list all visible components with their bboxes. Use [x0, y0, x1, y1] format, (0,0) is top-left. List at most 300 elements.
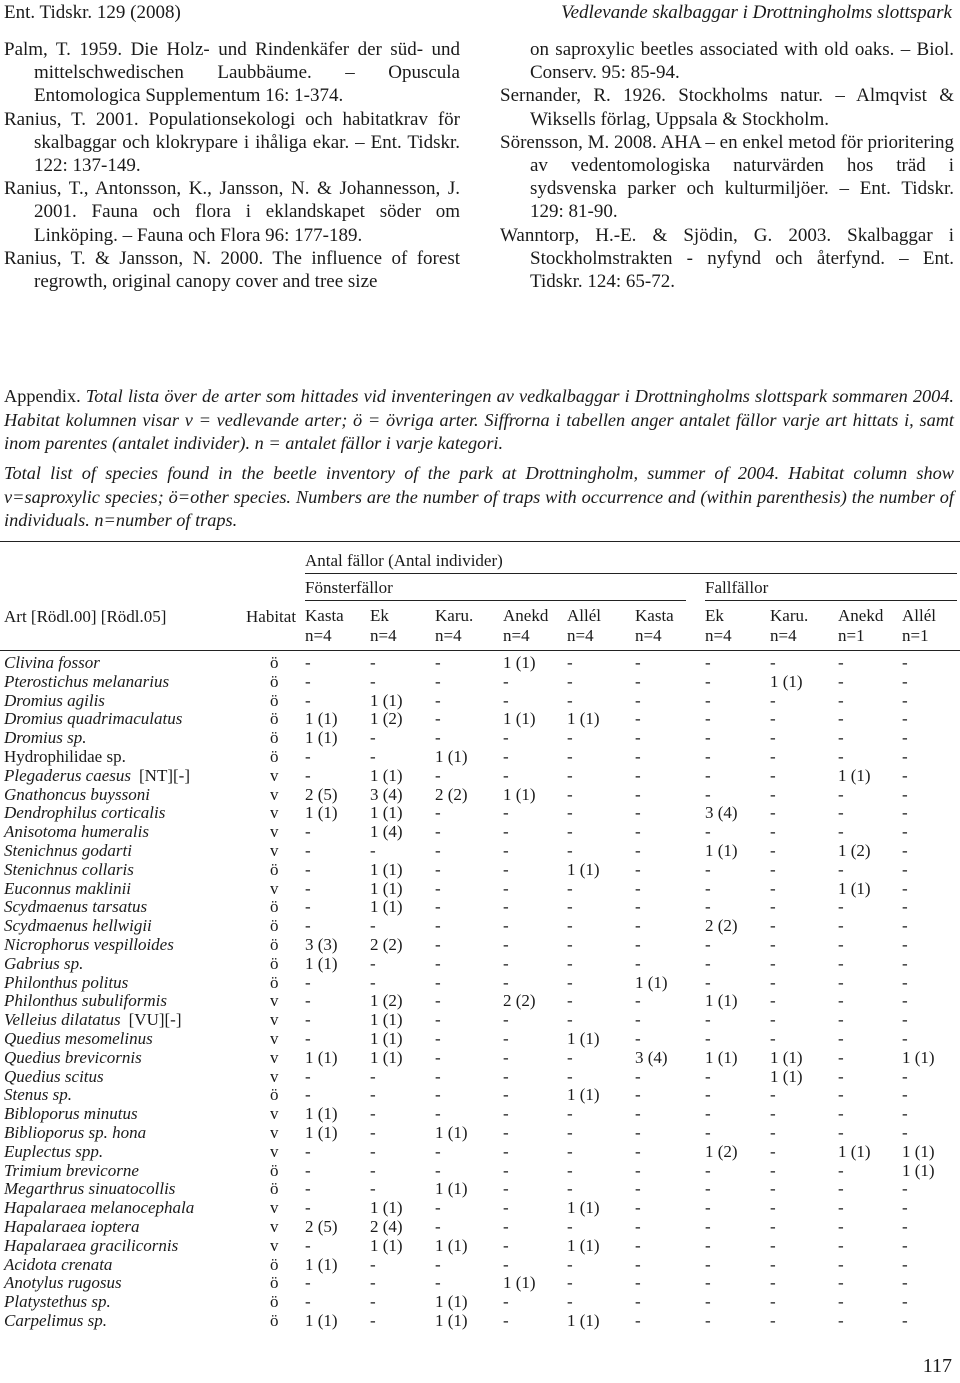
table-cell: -	[705, 785, 711, 804]
habitat-cell: v	[270, 803, 279, 822]
species-name: Bibloporus minutus	[4, 1104, 138, 1123]
table-cell: -	[503, 1236, 509, 1255]
table-cell: -	[838, 1273, 844, 1292]
habitat-cell: v	[270, 766, 279, 785]
table-cell: -	[635, 672, 641, 691]
table-cell: -	[705, 879, 711, 898]
redlist-status: [VU][-]	[128, 1010, 182, 1029]
table-cell: -	[435, 766, 441, 785]
table-cell: -	[838, 1198, 844, 1217]
table-cell: -	[705, 1311, 711, 1330]
table-cell: -	[435, 1085, 441, 1104]
column-header-name: Kasta	[635, 606, 674, 625]
table-cell: -	[567, 1292, 573, 1311]
table-cell: -	[770, 709, 776, 728]
table-cell: 1 (1)	[902, 1048, 935, 1067]
table-cell: -	[902, 1067, 908, 1086]
column-header-n: n=4	[567, 626, 594, 645]
habitat-cell: v	[270, 1048, 279, 1067]
table-cell: -	[305, 916, 311, 935]
table-cell: -	[370, 954, 376, 973]
habitat-cell: ö	[270, 691, 279, 710]
table-cell: -	[838, 747, 844, 766]
reference-entry: Sörensson, M. 2008. AHA – en enkel metod för prioritering av vedentomologiska naturvärden hos träd i sydsvenska parker och kulturmiljöer. – Ent. Tidskr. 129: 81-90.	[500, 131, 954, 223]
table-cell: -	[305, 1198, 311, 1217]
table-cell: -	[370, 1273, 376, 1292]
running-header-left: Ent. Tidskr. 129 (2008)	[4, 2, 181, 23]
table-cell: -	[705, 709, 711, 728]
table-cell: 1 (1)	[435, 1123, 468, 1142]
table-cell: -	[770, 653, 776, 672]
species-name: Philonthus subuliformis	[4, 991, 167, 1010]
species-name: Dromius sp.	[4, 728, 87, 747]
reference-entry: Ranius, T. 2001. Populationsekologi och habitatkrav för skalbaggar och klokrypare i ihåliga ekar. – Ent. Tidskr. 122: 137-149.	[4, 108, 460, 177]
table-cell: -	[503, 803, 509, 822]
table-cell: -	[635, 1179, 641, 1198]
table-cell: 1 (1)	[370, 803, 403, 822]
table-cell: -	[838, 1311, 844, 1330]
habitat-cell: v	[270, 1029, 279, 1048]
table-cell: -	[902, 897, 908, 916]
table-cell: -	[305, 1161, 311, 1180]
page-number: 117	[922, 1355, 952, 1377]
table-cell: -	[567, 1010, 573, 1029]
table-cell: -	[435, 916, 441, 935]
table-cell: -	[705, 1085, 711, 1104]
table-cell: 1 (1)	[705, 1048, 738, 1067]
species-name-cell	[4, 1255, 112, 1274]
table-cell: 1 (1)	[370, 1010, 403, 1029]
column-header-name: Ek	[370, 606, 389, 625]
table-cell: -	[635, 1311, 641, 1330]
table-cell: 1 (1)	[305, 1255, 338, 1274]
table-cell: -	[838, 1292, 844, 1311]
table-cell: -	[838, 822, 844, 841]
table-cell: 1 (2)	[370, 709, 403, 728]
table-cell: -	[567, 897, 573, 916]
species-name: Pterostichus melanarius	[4, 672, 170, 691]
table-cell: -	[770, 1010, 776, 1029]
table-cell: -	[503, 860, 509, 879]
habitat-cell: v	[270, 991, 279, 1010]
table-cell: -	[705, 1198, 711, 1217]
species-name-cell	[4, 1198, 194, 1217]
table-cell: -	[370, 653, 376, 672]
table-cell: -	[435, 991, 441, 1010]
table-cell: -	[705, 1067, 711, 1086]
table-cell: -	[902, 1273, 908, 1292]
species-name: Gnathoncus buyssoni	[4, 785, 150, 804]
table-cell: -	[838, 1161, 844, 1180]
species-name: Scydmaenus hellwigii	[4, 916, 152, 935]
table-cell: -	[503, 1255, 509, 1274]
species-name: Philonthus politus	[4, 973, 129, 992]
species-name: Acidota crenata	[4, 1255, 113, 1274]
group-header-rule	[305, 573, 957, 574]
table-cell: -	[435, 1142, 441, 1161]
table-cell: -	[567, 728, 573, 747]
table-cell: -	[370, 973, 376, 992]
habitat-cell: v	[270, 1198, 279, 1217]
table-cell: 1 (1)	[770, 1048, 803, 1067]
species-name: Nicrophorus vespilloides	[4, 935, 174, 954]
column-header-n: n=1	[838, 626, 865, 645]
table-cell: -	[902, 1292, 908, 1311]
species-name-cell	[4, 841, 132, 860]
table-cell: -	[435, 879, 441, 898]
table-cell: -	[902, 822, 908, 841]
table-cell: -	[635, 1217, 641, 1236]
table-cell: -	[305, 1067, 311, 1086]
table-cell: -	[305, 766, 311, 785]
table-cell: -	[902, 1198, 908, 1217]
table-cell: -	[503, 954, 509, 973]
table-cell: -	[567, 991, 573, 1010]
table-cell: -	[567, 954, 573, 973]
table-cell: 2 (4)	[370, 1217, 403, 1236]
table-cell: -	[435, 672, 441, 691]
species-name-cell	[4, 1067, 104, 1086]
table-cell: -	[838, 803, 844, 822]
species-name-cell	[4, 1142, 103, 1161]
table-cell: -	[838, 691, 844, 710]
table-cell: -	[503, 1311, 509, 1330]
table-cell: -	[838, 954, 844, 973]
habitat-cell: ö	[270, 747, 279, 766]
table-cell: -	[635, 1161, 641, 1180]
table-cell: -	[305, 1142, 311, 1161]
table-cell: -	[567, 1123, 573, 1142]
table-cell: -	[635, 822, 641, 841]
habitat-cell: ö	[270, 1292, 279, 1311]
table-cell: -	[770, 897, 776, 916]
table-cell: -	[838, 991, 844, 1010]
table-cell: -	[567, 766, 573, 785]
table-cell: -	[305, 897, 311, 916]
species-name-cell	[4, 1161, 139, 1180]
table-cell: 2 (5)	[305, 785, 338, 804]
reference-entry: Ranius, T. & Jansson, N. 2000. The influence of forest regrowth, original canopy cover and tree size	[4, 247, 460, 293]
table-cell: -	[635, 1010, 641, 1029]
table-cell: 1 (1)	[567, 860, 600, 879]
table-cell: -	[838, 860, 844, 879]
species-name-cell	[4, 785, 150, 804]
column-header-name: Kasta	[305, 606, 344, 625]
table-cell: -	[503, 728, 509, 747]
table-cell: -	[435, 1048, 441, 1067]
table-cell: -	[838, 1067, 844, 1086]
species-column-header: Art [Rödl.00] [Rödl.05]	[4, 607, 167, 626]
table-cell: 1 (1)	[635, 973, 668, 992]
table-cell: -	[705, 1104, 711, 1123]
table-cell: -	[838, 1255, 844, 1274]
table-cell: 1 (1)	[370, 1198, 403, 1217]
species-name: Hapalaraea ioptera	[4, 1217, 140, 1236]
table-cell: -	[635, 728, 641, 747]
table-cell: -	[635, 653, 641, 672]
table-cell: -	[902, 916, 908, 935]
redlist-status: [NT][-]	[139, 766, 190, 785]
table-cell: -	[435, 860, 441, 879]
table-cell: 1 (1)	[370, 860, 403, 879]
table-cell: -	[705, 973, 711, 992]
table-cell: -	[770, 747, 776, 766]
table-cell: -	[305, 1010, 311, 1029]
table-cell: 1 (1)	[305, 954, 338, 973]
table-cell: -	[435, 1198, 441, 1217]
table-cell: -	[567, 841, 573, 860]
species-name-cell	[4, 860, 134, 879]
table-cell: -	[635, 1085, 641, 1104]
species-name: Hapalaraea melanocephala	[4, 1198, 195, 1217]
species-name-cell	[4, 803, 165, 822]
table-cell: -	[567, 1142, 573, 1161]
table-cell: -	[567, 1104, 573, 1123]
table-cell: 2 (5)	[305, 1217, 338, 1236]
subgroup-rule-window	[305, 600, 686, 601]
species-name-cell	[4, 1085, 72, 1104]
column-header-n: n=4	[705, 626, 732, 645]
table-cell: -	[503, 935, 509, 954]
table-cell: -	[770, 860, 776, 879]
table-cell: -	[567, 785, 573, 804]
table-cell: -	[567, 747, 573, 766]
table-cell: -	[705, 766, 711, 785]
species-name-cell	[4, 897, 147, 916]
table-cell: -	[635, 860, 641, 879]
table-cell: 1 (1)	[838, 1142, 871, 1161]
species-name: Scydmaenus tarsatus	[4, 897, 148, 916]
species-name: Platystethus sp.	[4, 1292, 111, 1311]
table-cell: -	[503, 879, 509, 898]
table-cell: -	[902, 1311, 908, 1330]
table-cell: -	[435, 841, 441, 860]
table-cell: -	[435, 653, 441, 672]
table-cell: -	[705, 860, 711, 879]
table-cell: -	[567, 803, 573, 822]
species-name: Stenichnus collaris	[4, 860, 134, 879]
table-cell: -	[567, 1179, 573, 1198]
table-cell: 1 (1)	[902, 1142, 935, 1161]
table-cell: -	[567, 822, 573, 841]
table-cell: 1 (1)	[567, 1029, 600, 1048]
table-cell: -	[635, 803, 641, 822]
table-cell: -	[503, 672, 509, 691]
table-cell: -	[503, 1123, 509, 1142]
table-cell: -	[902, 709, 908, 728]
table-cell: -	[902, 1123, 908, 1142]
table-cell: -	[503, 1104, 509, 1123]
subgroup-rule-pitfall	[705, 600, 957, 601]
table-cell: -	[435, 897, 441, 916]
table-cell: -	[902, 991, 908, 1010]
table-cell: 1 (1)	[838, 766, 871, 785]
table-cell: -	[370, 747, 376, 766]
species-name-cell	[4, 1123, 146, 1142]
table-cell: -	[503, 1085, 509, 1104]
table-cell: -	[567, 1255, 573, 1274]
habitat-cell: ö	[270, 954, 279, 973]
species-name-cell	[4, 879, 131, 898]
table-cell: -	[503, 1179, 509, 1198]
species-name: Gabrius sp.	[4, 954, 84, 973]
table-cell: -	[770, 935, 776, 954]
table-cell: -	[838, 1085, 844, 1104]
column-header-name: Karu.	[770, 606, 809, 625]
table-cell: 1 (1)	[305, 1311, 338, 1330]
table-cell: -	[305, 1236, 311, 1255]
table-cell: -	[435, 691, 441, 710]
table-cell: 1 (1)	[370, 1029, 403, 1048]
table-cell: -	[902, 860, 908, 879]
table-cell: 1 (1)	[370, 1236, 403, 1255]
table-cell: -	[902, 1085, 908, 1104]
habitat-cell: ö	[270, 1255, 279, 1274]
table-cell: -	[503, 1198, 509, 1217]
table-cell: -	[705, 691, 711, 710]
table-cell: -	[770, 1198, 776, 1217]
table-cell: 3 (4)	[635, 1048, 668, 1067]
table-cell: 1 (1)	[305, 709, 338, 728]
table-cell: -	[370, 1311, 376, 1330]
table-top-rule	[0, 541, 960, 542]
table-cell: 1 (1)	[902, 1161, 935, 1180]
table-cell: -	[902, 1179, 908, 1198]
table-cell: -	[902, 841, 908, 860]
table-cell: -	[902, 1104, 908, 1123]
table-cell: -	[305, 1029, 311, 1048]
table-cell: -	[305, 991, 311, 1010]
table-cell: -	[770, 1236, 776, 1255]
habitat-cell: v	[270, 822, 279, 841]
table-cell: 1 (1)	[567, 1198, 600, 1217]
table-cell: -	[838, 916, 844, 935]
species-name-cell	[4, 1010, 182, 1029]
table-cell: -	[770, 973, 776, 992]
table-cell: -	[370, 1292, 376, 1311]
species-name: Carpelimus sp.	[4, 1311, 107, 1330]
table-cell: -	[902, 935, 908, 954]
table-cell: -	[770, 1273, 776, 1292]
table-cell: -	[503, 766, 509, 785]
table-cell: -	[567, 1217, 573, 1236]
table-cell: -	[770, 916, 776, 935]
table-cell: -	[635, 879, 641, 898]
table-cell: -	[370, 1104, 376, 1123]
table-cell: -	[635, 991, 641, 1010]
table-cell: -	[902, 1217, 908, 1236]
reference-entry: Ranius, T., Antonsson, K., Jansson, N. & Johannesson, J. 2001. Fauna och flora i eklandskapet söder om Linköping. – Fauna och Flora 96: 177-189.	[4, 178, 460, 246]
table-cell: -	[567, 1273, 573, 1292]
reference-entry: Palm, T. 1959. Die Holz- und Rindenkäfer der süd- und mittelschwedischen Laubbäume. – Opuscula Entomologica Supplementum 16: 1-374.	[4, 39, 460, 107]
habitat-cell: ö	[270, 1179, 279, 1198]
table-cell: -	[770, 691, 776, 710]
table-cell: -	[705, 747, 711, 766]
column-header-name: Allél	[902, 606, 936, 625]
table-cell: -	[838, 672, 844, 691]
table-cell: -	[635, 1029, 641, 1048]
habitat-cell: v	[270, 1236, 279, 1255]
references-left-column	[4, 38, 460, 293]
table-cell: -	[370, 728, 376, 747]
column-header-name: Anekd	[838, 606, 884, 625]
habitat-cell: v	[270, 879, 279, 898]
species-name-cell	[4, 672, 169, 691]
table-cell: -	[770, 1142, 776, 1161]
species-name: Quedius brevicornis	[4, 1048, 142, 1067]
table-cell: -	[635, 916, 641, 935]
habitat-cell: v	[270, 1217, 279, 1236]
table-cell: -	[770, 1085, 776, 1104]
table-cell: -	[770, 728, 776, 747]
table-cell: -	[770, 1161, 776, 1180]
table-cell: 1 (1)	[705, 841, 738, 860]
table-cell: 1 (1)	[305, 1048, 338, 1067]
table-cell: 1 (1)	[567, 1085, 600, 1104]
table-cell: -	[567, 1161, 573, 1180]
habitat-cell: ö	[270, 1085, 279, 1104]
table-cell: -	[503, 1142, 509, 1161]
table-cell: -	[635, 1236, 641, 1255]
habitat-cell: v	[270, 1067, 279, 1086]
table-cell: -	[635, 897, 641, 916]
table-cell: -	[838, 728, 844, 747]
table-cell: -	[770, 822, 776, 841]
species-name: Anisotoma humeralis	[4, 822, 149, 841]
table-cell: 1 (1)	[435, 747, 468, 766]
table-cell: -	[305, 747, 311, 766]
table-cell: -	[370, 1142, 376, 1161]
species-name-cell	[4, 916, 152, 935]
species-name: Trimium brevicorne	[4, 1161, 139, 1180]
table-cell: -	[435, 709, 441, 728]
species-name: Biblioporus sp. hona	[4, 1123, 147, 1142]
species-name-cell	[4, 1104, 138, 1123]
table-cell: -	[435, 728, 441, 747]
species-name-cell	[4, 728, 87, 747]
species-name-cell	[4, 653, 100, 672]
table-cell: -	[305, 1273, 311, 1292]
table-cell: 1 (2)	[838, 841, 871, 860]
table-cell: -	[503, 1067, 509, 1086]
table-cell: 1 (1)	[305, 1123, 338, 1142]
table-cell: -	[503, 691, 509, 710]
table-cell: -	[635, 1142, 641, 1161]
table-cell: -	[635, 954, 641, 973]
habitat-cell: ö	[270, 728, 279, 747]
species-name-cell	[4, 1048, 142, 1067]
table-cell: -	[902, 1236, 908, 1255]
species-name-cell	[4, 747, 126, 766]
species-name-cell	[4, 766, 190, 785]
table-cell: 2 (2)	[435, 785, 468, 804]
table-cell: -	[838, 1010, 844, 1029]
table-cell: -	[902, 728, 908, 747]
caption-text-swedish: Total lista över de arter som hittades vid inventeringen av vedkalbaggar i Drottningholms slottspark sommaren 2004. Habitat kolumnen visar v = vedlevande arter; ö = övriga arter. Siffrorna i tabellen anger antalet fällor varje art hittats i, samt inom parentes (antalet individer). n = antalet fällor i varje kategori.	[4, 386, 954, 453]
table-cell: -	[705, 1292, 711, 1311]
habitat-cell: ö	[270, 709, 279, 728]
table-cell: -	[838, 1123, 844, 1142]
table-cell: -	[902, 672, 908, 691]
habitat-cell: ö	[270, 653, 279, 672]
species-name: Velleius dilatatus	[4, 1010, 121, 1029]
appendix-caption-swedish	[4, 385, 954, 456]
table-cell: -	[635, 841, 641, 860]
table-cell: -	[305, 973, 311, 992]
table-cell: -	[567, 653, 573, 672]
species-name: Hydrophilidae sp.	[4, 747, 126, 766]
species-name-cell	[4, 1273, 122, 1292]
